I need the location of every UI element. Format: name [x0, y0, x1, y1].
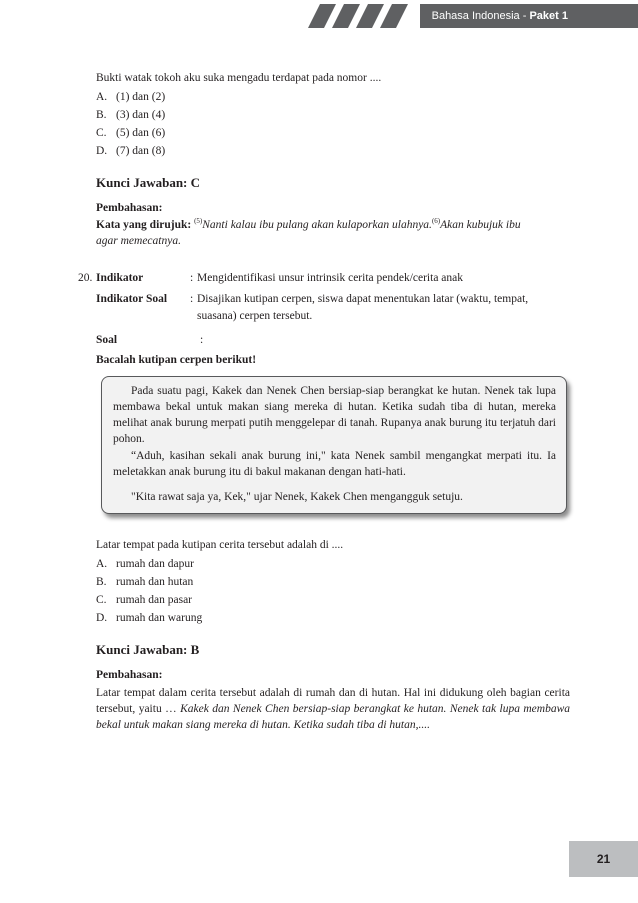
option-a: A. (1) dan (2) [96, 91, 166, 103]
pembahasan-label: Pembahasan: [96, 202, 163, 214]
option-b: B. (3) dan (4) [96, 109, 166, 121]
option-a-20: A. rumah dan dapur [96, 558, 194, 570]
answer-key-20: Kunci Jawaban: B [96, 642, 200, 657]
kata-dirujuk: Kata yang dirujuk: $^{(5)}$Nanti kalau ibu pulang akan kulaporkan ulahnya.$^{(6)}$Akan kubujuk ibu agar memecatnya. [96, 217, 521, 247]
pembahasan-label-20: Pembahasan: [96, 669, 163, 681]
question-number: 20. [78, 272, 93, 284]
pembahasan-text: Latar tempat dalam cerita tersebut adalah di rumah dan di hutan. Hal ini didukung oleh bagian cerita tersebut, yaitu … Kakek dan Nenek Chen bersiap-siap berangkat ke hutan. Nenek tak lupa membawa bekal untuk makan siang mereka di hutan. Ketika sudah tiba di hutan,.... [96, 687, 571, 731]
story-paragraph-2: “Aduh, kasihan sekali anak burung ini," kata Nenek sambil mengangkat merpati itu. Ia meletakkan anak burung itu di bakul makanan dengan hati-hati. [113, 450, 556, 478]
option-b-20: B. rumah dan hutan [96, 576, 194, 588]
option-c: C. (5) dan (6) [96, 127, 166, 139]
header-stripes [306, 4, 426, 28]
question-stem-20: Latar tempat pada kutipan cerita tersebut adalah di .... [96, 539, 344, 551]
instruction: Bacalah kutipan cerpen berikut! [96, 354, 257, 366]
header-title: Bahasa Indonesia - Paket 1 [431, 10, 568, 22]
option-c-20: C. rumah dan pasar [96, 594, 192, 606]
question-stem: Bukti watak tokoh aku suka mengadu terdapat pada nomor .... [96, 72, 382, 84]
option-d: D. (7) dan (8) [96, 145, 166, 157]
page-number-tab [569, 841, 638, 877]
story-paragraph-3: "Kita rawat saja ya, Kek," ujar Nenek, Kakek Chen mengangguk setuju. [131, 491, 463, 503]
page-number: 21 [596, 852, 611, 866]
story-paragraph-1: Pada suatu pagi, Kakek dan Nenek Chen bersiap-siap berangkat ke hutan. Nenek tak lupa membawa bekal untuk makan siang mereka di hutan. Ketika sudah tiba di hutan, mereka melihat anak burung merpati putih menggelepar di tanah. Rupanya anak burung itu terjatuh dari pohon. [113, 385, 556, 445]
option-d-20: D. rumah dan warung [96, 612, 203, 624]
answer-key: Kunci Jawaban: C [96, 175, 201, 190]
